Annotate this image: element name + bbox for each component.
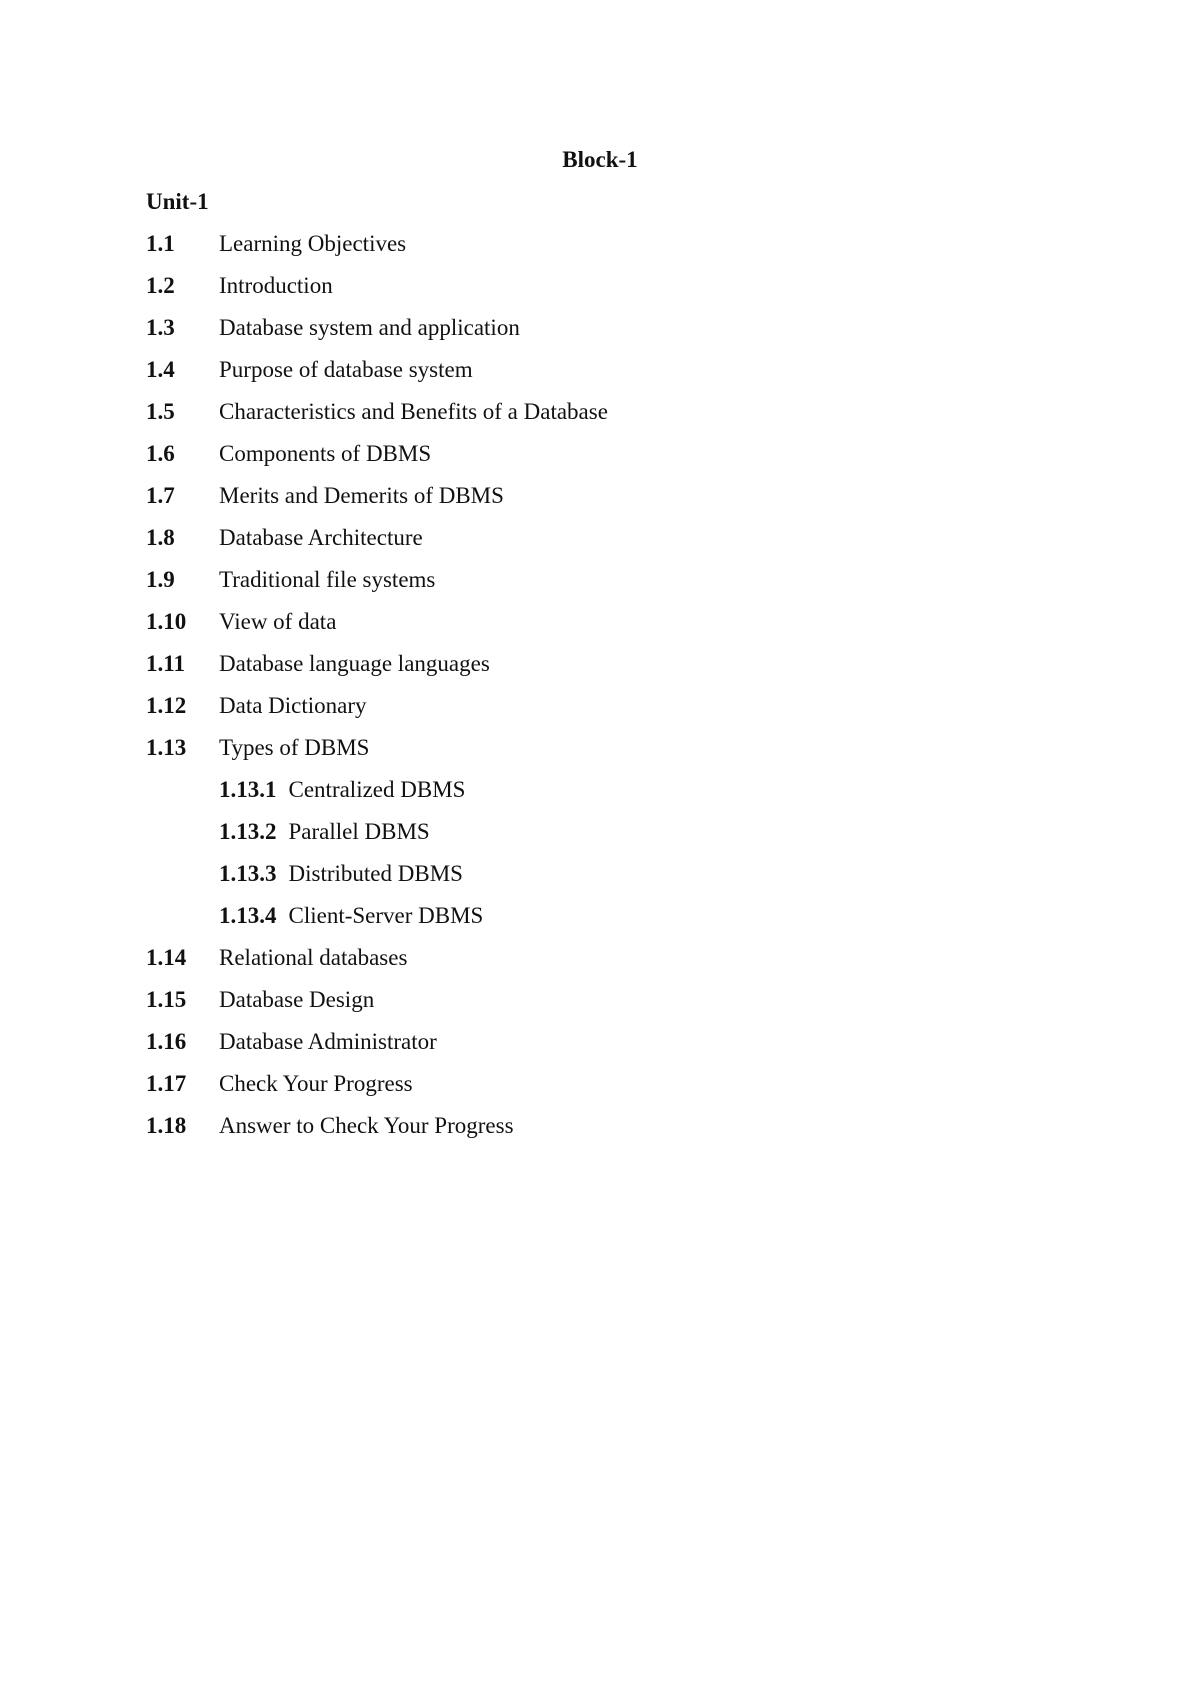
toc-entry-number: 1.18 [146, 1113, 187, 1138]
toc-entry-title: Learning Objectives [219, 231, 407, 256]
toc-entry-title: Check Your Progress [219, 1071, 413, 1096]
toc-subentry [146, 776, 608, 818]
toc-entry [146, 272, 608, 314]
toc-entry-number: 1.17 [146, 1071, 187, 1096]
toc-entry-number: 1.4 [146, 357, 175, 382]
toc-subentry [146, 860, 608, 902]
toc-entry [146, 482, 608, 524]
unit-title: Unit-1 [146, 189, 209, 214]
toc-entry [146, 692, 608, 734]
toc-entry-number: 1.13.1 [219, 777, 277, 802]
toc-entry-number: 1.8 [146, 525, 175, 550]
toc-entry-title: Database system and application [219, 315, 520, 340]
toc-entry-title: Data Dictionary [219, 693, 367, 718]
toc-entry-title: Types of DBMS [219, 735, 370, 760]
toc-entry-number: 1.1 [146, 231, 175, 256]
toc-entry-title: Centralized DBMS [288, 777, 466, 802]
toc-entry-title: Client-Server DBMS [288, 903, 484, 928]
toc-entry-title: Merits and Demerits of DBMS [219, 483, 504, 508]
toc-entry-number: 1.13.3 [219, 861, 277, 886]
toc-entry-title: Traditional file systems [219, 567, 436, 592]
toc-entry [146, 1028, 608, 1070]
toc-entry [146, 608, 608, 650]
toc-subentry [146, 902, 608, 944]
toc-entry-number: 1.5 [146, 399, 175, 424]
toc-entry-title: Components of DBMS [219, 441, 432, 466]
toc-entry [146, 566, 608, 608]
toc-entry-number: 1.13.2 [219, 819, 277, 844]
toc-entry-title: Answer to Check Your Progress [219, 1113, 514, 1138]
toc-entry [146, 398, 608, 440]
toc-entry-number: 1.14 [146, 945, 187, 970]
table-of-contents [146, 188, 608, 1154]
toc-entry-number: 1.7 [146, 483, 175, 508]
toc-entry-title: Database language languages [219, 651, 490, 676]
toc-entry-number: 1.6 [146, 441, 175, 466]
toc-entry-title: Introduction [219, 273, 333, 298]
toc-entry-title: Purpose of database system [219, 357, 473, 382]
toc-entry-number: 1.15 [146, 987, 187, 1012]
toc-entry-title: Characteristics and Benefits of a Database [219, 399, 608, 424]
toc-entry [146, 440, 608, 482]
toc-entry-title: Database Administrator [219, 1029, 437, 1054]
toc-entry-number: 1.3 [146, 315, 175, 340]
toc-entry-number: 1.16 [146, 1029, 187, 1054]
toc-entry [146, 1112, 608, 1154]
toc-subentry [146, 818, 608, 860]
toc-entry [146, 314, 608, 356]
toc-entry-number: 1.11 [146, 651, 185, 676]
toc-entry-number: 1.13.4 [219, 903, 277, 928]
toc-entry [146, 524, 608, 566]
toc-entry [146, 944, 608, 986]
toc-entry-title: Database Design [219, 987, 375, 1012]
toc-entry [146, 356, 608, 398]
toc-entry [146, 1070, 608, 1112]
toc-entry [146, 650, 608, 692]
toc-entry [146, 986, 608, 1028]
toc-entry-number: 1.12 [146, 693, 187, 718]
toc-entry [146, 734, 608, 776]
block-title: Block-1 [562, 147, 638, 172]
toc-entry-number: 1.10 [146, 609, 187, 634]
toc-entry-title: View of data [219, 609, 337, 634]
toc-entry [146, 230, 608, 272]
toc-entry-title: Database Architecture [219, 525, 423, 550]
toc-entry-number: 1.2 [146, 273, 175, 298]
toc-entry-number: 1.13 [146, 735, 187, 760]
toc-entry-number: 1.9 [146, 567, 175, 592]
toc-entry-title: Relational databases [219, 945, 408, 970]
toc-entry-title: Distributed DBMS [288, 861, 463, 886]
toc-entry-title: Parallel DBMS [288, 819, 430, 844]
